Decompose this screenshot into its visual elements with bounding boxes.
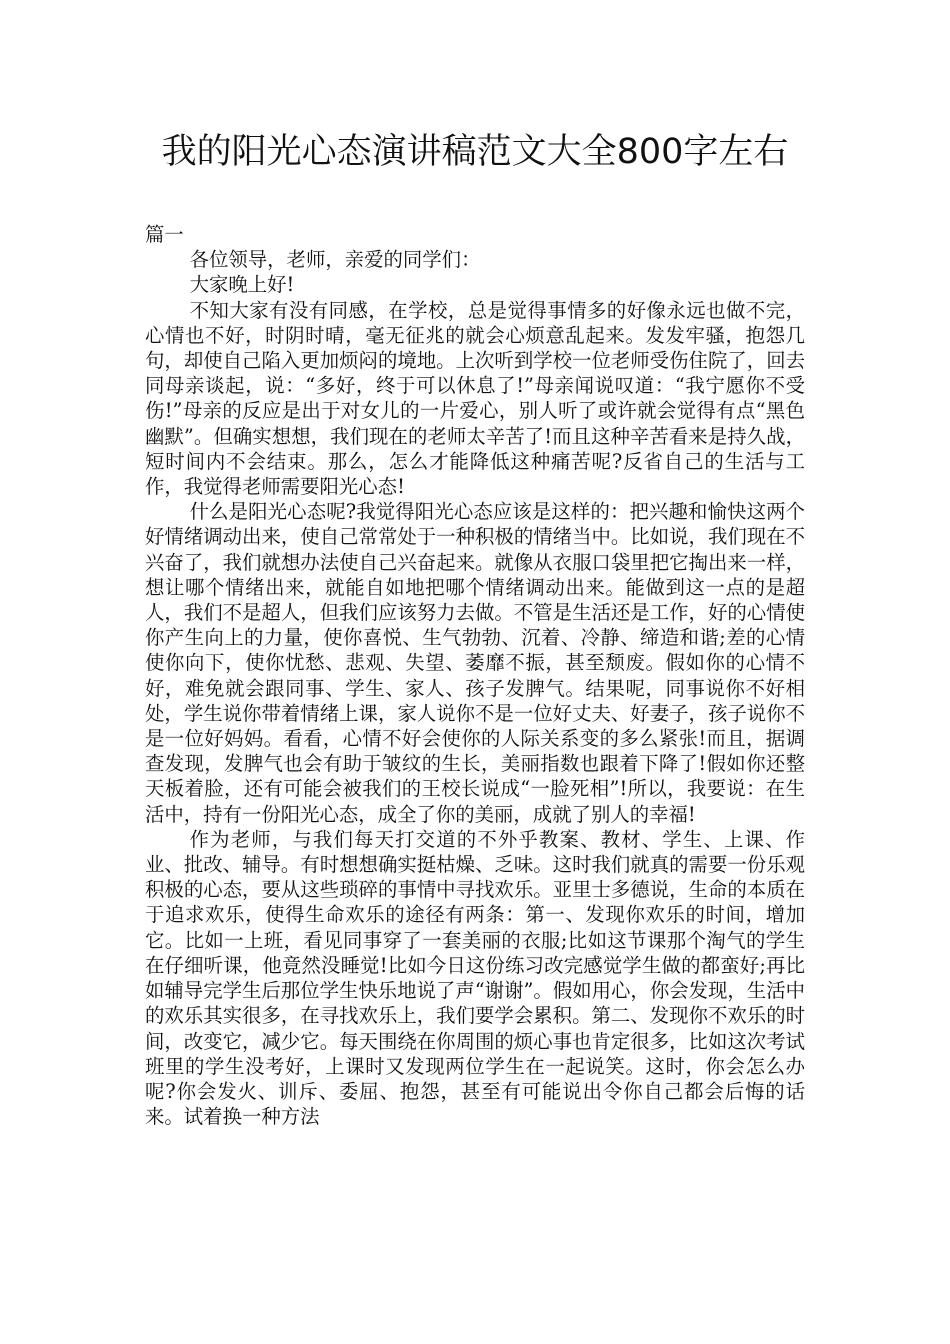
- body-paragraph: 不知大家有没有同感，在学校，总是觉得事情多的好像永远也做不完，心情也不好，时阴时晴，毫无征兆的就会心烦意乱起来。发发牢骚，抱怨几句，却使自己陷入更加烦闷的境地。上次听到学校一位老师受伤住院了，回去同母亲谈起，说：“多好，终于可以休息了!”母亲闻说叹道：“我宁愿你不受伤!”母亲的反应是出于对女儿的一片爱心，别人听了或许就会觉得有点“黑色幽默”。但确实想想，我们现在的老师太辛苦了!而且这种辛苦看来是持久战，短时间内不会结束。那么，怎么才能降低这种痛苦呢?反省自己的生活与工作，我觉得老师需要阳光心态!: [145, 298, 805, 499]
- body-paragraph: 什么是阳光心态呢?我觉得阳光心态应该是这样的：把兴趣和愉快这两个好情绪调动出来，使自己常常处于一种积极的情绪当中。比如说，我们现在不兴奋了，我们就想办法使自己兴奋起来。就像从衣服口袋里把它掏出来一样，想让哪个情绪出来，就能自如地把哪个情绪调动出来。能做到这一点的是超人，我们不是超人，但我们应该努力去做。不管是生活还是工作，好的心情使你产生向上的力量，使你喜悦、生气勃勃、沉着、冷静、缔造和谐;差的心情使你向下，使你忧愁、悲观、失望、萎靡不振，甚至颓废。假如你的心情不好，难免就会跟同事、学生、家人、孩子发脾气。结果呢，同事说你不好相处，学生说你带着情绪上课，家人说你不是一位好丈夫、好妻子，孩子说你不是一位好妈妈。看看，心情不好会使你的人际关系变的多么紧张!而且，据调查发现，发脾气也会有助于皱纹的生长，美丽指数也跟着下降了!假如你还整天板着脸，还有可能会被我们的王校长说成“一脸死相”!所以，我要说：在生活中，持有一份阳光心态，成全了你的美丽，成就了别人的幸福!: [145, 500, 805, 826]
- document-body: [145, 222, 805, 1129]
- salutation-paragraph: 各位领导，老师，亲爱的同学们：: [189, 248, 481, 272]
- section-label: 篇一: [145, 223, 184, 246]
- body-paragraph: 作为老师，与我们每天打交道的不外乎教案、教材、学生、上课、作业、批改、辅导。有时想想确实挺枯燥、乏味。这时我们就真的需要一份乐观积极的心态，要从这些琐碎的事情中寻找欢乐。亚里士多德说，生命的本质在于追求欢乐，使得生命欢乐的途径有两条：第一、发现你欢乐的时间，增加它。比如一上班，看见同事穿了一套美丽的衣服;比如这节课那个淘气的学生在仔细听课，他竟然没睡觉!比如今日这份练习改完感觉学生做的都蛮好;再比如辅导完学生后那位学生快乐地说了声“谢谢”。假如用心，你会发现，生活中的欢乐其实很多，在寻找欢乐上，我们要学会累积。第二、发现你不欢乐的时间，改变它，减少它。每天围绕在你周围的烦心事也肯定很多，比如这次考试班里的学生没考好，上课时又发现两位学生在一起说笑。这时，你会怎么办呢?你会发火、训斥、委屈、抱怨，甚至有可能说出令你自己都会后悔的话来。试着换一种方法: [145, 827, 805, 1129]
- greeting-paragraph: 大家晚上好!: [189, 273, 295, 297]
- document-title: 我的阳光心态演讲稿范文大全800字左右: [161, 132, 789, 172]
